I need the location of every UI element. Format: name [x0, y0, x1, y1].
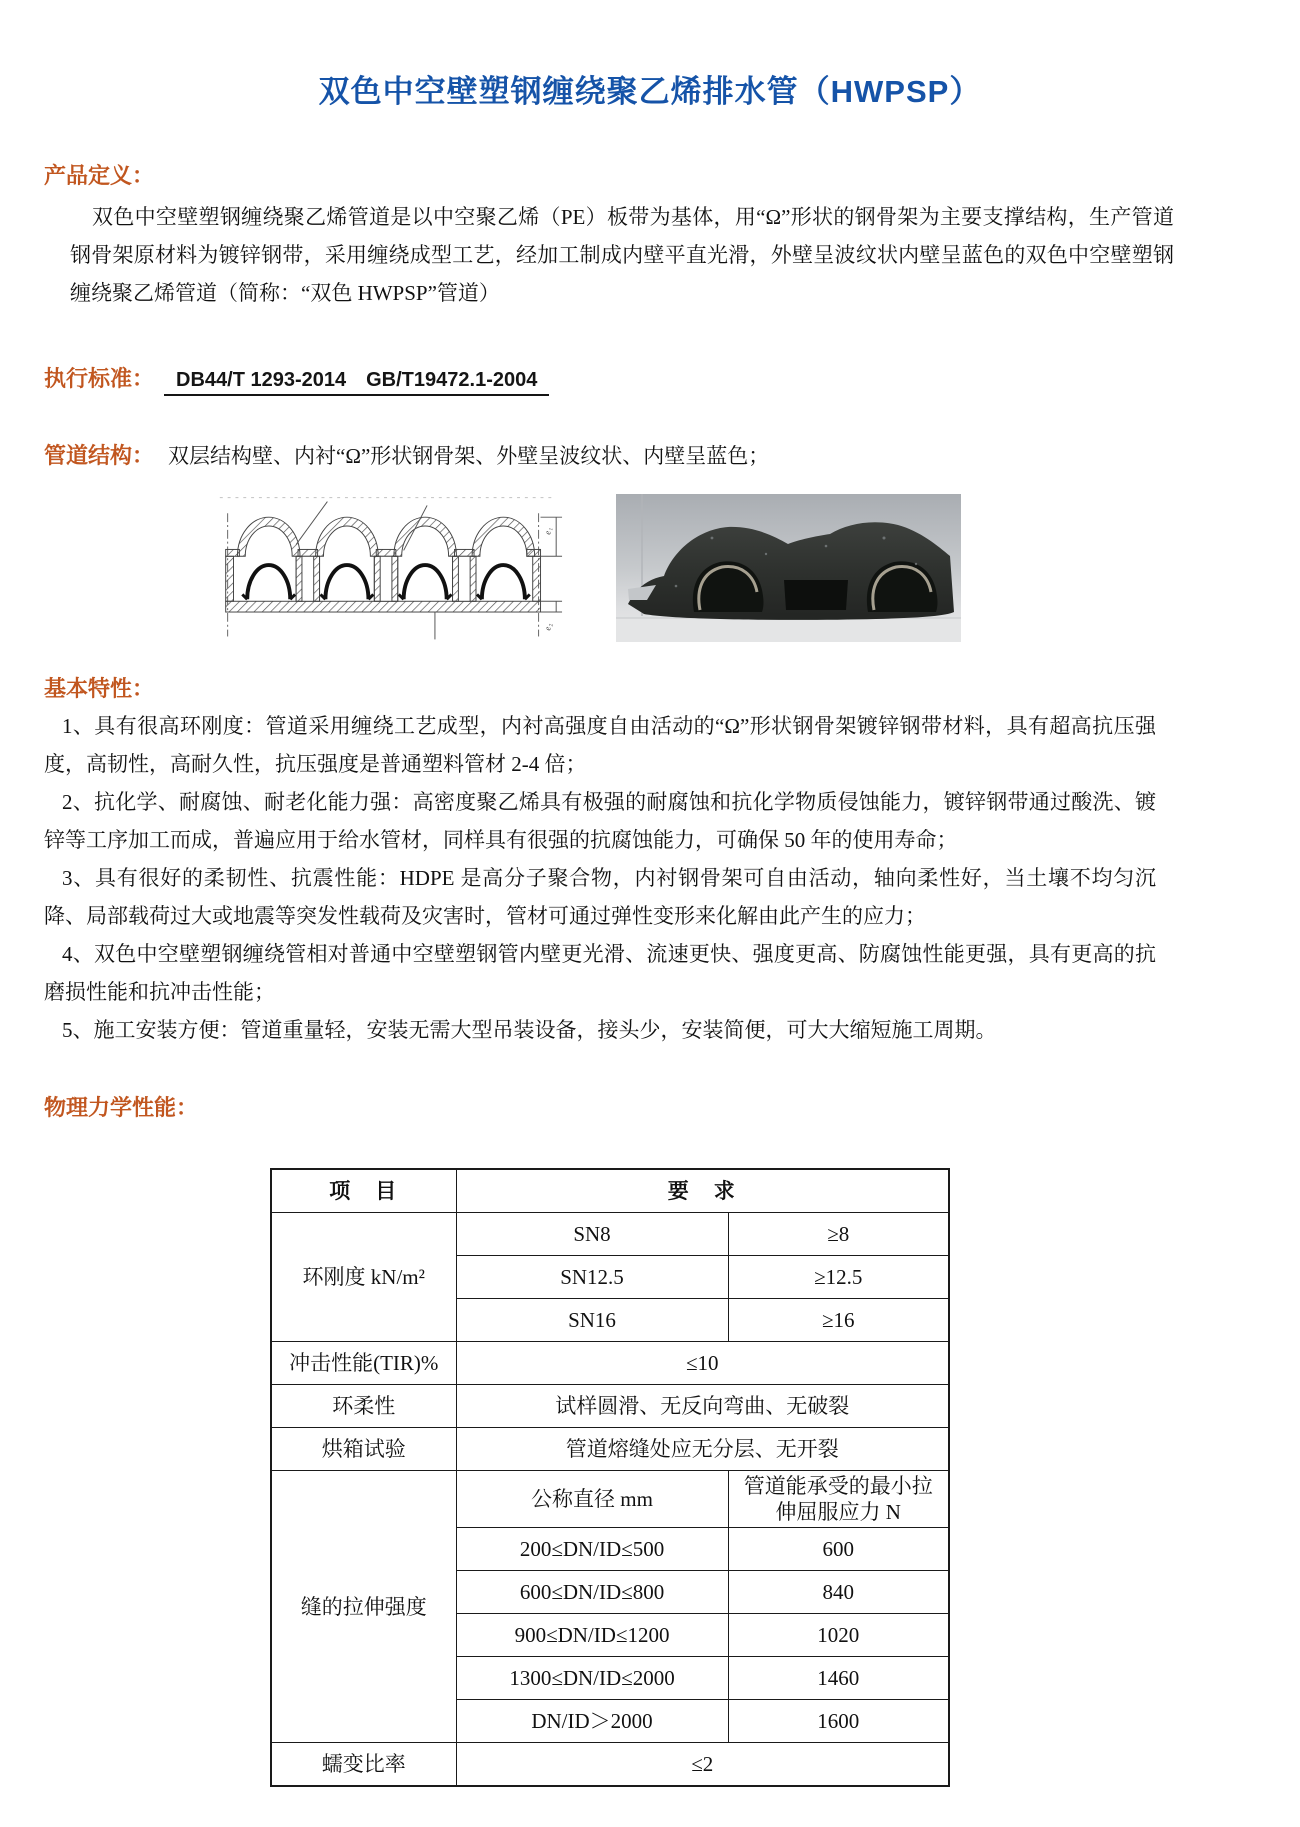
- table-cell: 1600: [728, 1700, 949, 1743]
- structure-value: 双层结构壁、内衬“Ω”形状钢骨架、外壁呈波纹状、内壁呈蓝色；: [168, 444, 770, 468]
- feature-item-2: 2、抗化学、耐腐蚀、耐老化能力强：高密度聚乙烯具有极强的耐腐蚀和抗化学物质侵蚀能力，镀锌钢带通过酸洗、镀锌等工序加工而成，普遍应用于给水管材，同样具有很强的抗腐蚀能力，可确保 50 年的使用寿命；: [44, 790, 1156, 852]
- table-cell: ≥8: [728, 1213, 949, 1256]
- ring-flexibility-label: 环柔性: [271, 1385, 456, 1428]
- table-cell: SN12.5: [456, 1256, 728, 1299]
- table-cell: SN8: [456, 1213, 728, 1256]
- page-title: 双色中空壁塑钢缠绕聚乙烯排水管（HWPSP）: [318, 74, 982, 109]
- table-row: [271, 1213, 949, 1256]
- dim-label-e1: e₁: [542, 527, 553, 535]
- structure-label: 管道结构：: [44, 443, 155, 468]
- definition-paragraph: 双色中空壁塑钢缠绕聚乙烯管道是以中空聚乙烯（PE）板带为基体，用“Ω”形状的钢骨架为主要支撑结构，生产管道钢骨架原材料为镀锌钢带，采用缠绕成型工艺，经加工制成内壁平直光滑，外壁呈波纹状内壁呈蓝色的双色中空壁塑钢缠绕聚乙烯管道（简称：“双色 HWPSP”管道）: [70, 205, 1174, 305]
- section-features: [44, 672, 1256, 1049]
- feature-item-3: 3、具有很好的柔韧性、抗震性能：HDPE 是高分子聚合物，内衬钢骨架可自由活动，轴向柔性好，当土壤不均匀沉降、局部载荷过大或地震等突发性载荷及灾害时，管材可通过弹性变形来化解由此产生的应力；: [44, 866, 1156, 928]
- feature-item-4: 4、双色中空壁塑钢缠绕管相对普通中空壁塑钢管内壁更光滑、流速更快、强度更高、防腐蚀性能更强，具有更高的抗磨损性能和抗冲击性能；: [44, 942, 1156, 1004]
- table-row: [271, 1428, 949, 1471]
- drawing-top-wall: [226, 549, 541, 556]
- oven-test-value: 管道熔缝处应无分层、无开裂: [456, 1428, 949, 1471]
- section-standard: [44, 362, 1256, 393]
- drawing-bottom-wall: [226, 601, 541, 612]
- table-cell: 1460: [728, 1657, 949, 1700]
- physical-properties-table: [270, 1168, 950, 1787]
- seam-col-header-diameter: 公称直径 mm: [456, 1471, 728, 1528]
- header-requirement: 要 求: [456, 1169, 949, 1213]
- table-cell: ≥16: [728, 1299, 949, 1342]
- section-structure: [44, 439, 1256, 470]
- omega-steel-band: [247, 565, 290, 599]
- feature-item-1: 1、具有很高环刚度：管道采用缠绕工艺成型，内衬高强度自由活动的“Ω”形状钢骨架镀锌钢带材料，具有超高抗压强度，高韧性，高耐久性，抗压强度是普通塑料管材 2-4 倍；: [44, 714, 1156, 776]
- ring-flexibility-value: 试样圆滑、无反向弯曲、无破裂: [456, 1385, 949, 1428]
- table-cell: 1020: [728, 1614, 949, 1657]
- seam-tensile-label: 缝的拉伸强度: [271, 1471, 456, 1743]
- drawing-chambers: [226, 556, 541, 601]
- impact-label: 冲击性能(TIR)%: [271, 1342, 456, 1385]
- standard-label: 执行标准：: [44, 366, 155, 391]
- creep-value: ≤2: [456, 1743, 949, 1787]
- section-physical: [44, 1091, 1256, 1122]
- definition-label: 产品定义：: [44, 163, 155, 188]
- creep-label: 蠕变比率: [271, 1743, 456, 1787]
- table-row: [271, 1385, 949, 1428]
- table-cell: ≥12.5: [728, 1256, 949, 1299]
- figures-row: [44, 494, 1256, 644]
- table-cell: 600≤DN/ID≤800: [456, 1571, 728, 1614]
- physical-label: 物理力学性能：: [44, 1095, 199, 1120]
- pipe-cross-section-drawing: [212, 494, 564, 644]
- table-row: [271, 1471, 949, 1528]
- table-cell: 600: [728, 1528, 949, 1571]
- features-list: [44, 707, 1256, 1049]
- section-definition: [44, 159, 1256, 312]
- table-header-row: [271, 1169, 949, 1213]
- header-item: 项 目: [271, 1169, 456, 1213]
- table-cell: SN16: [456, 1299, 728, 1342]
- oven-test-label: 烘箱试验: [271, 1428, 456, 1471]
- standard-value: DB44/T 1293-2014 GB/T19472.1-2004: [164, 369, 549, 396]
- table-cell: DN/ID＞2000: [456, 1700, 728, 1743]
- dim-label-e2: e₂: [542, 623, 553, 631]
- table-cell: 840: [728, 1571, 949, 1614]
- impact-value: ≤10: [456, 1342, 949, 1385]
- table-row: [271, 1342, 949, 1385]
- table-cell: 1300≤DN/ID≤2000: [456, 1657, 728, 1700]
- table-cell: 900≤DN/ID≤1200: [456, 1614, 728, 1657]
- table-cell: 200≤DN/ID≤500: [456, 1528, 728, 1571]
- seam-col-header-force: 管道能承受的最小拉伸屈服应力 N: [728, 1471, 949, 1528]
- features-label: 基本特性：: [44, 676, 155, 701]
- pipe-sample-photo: [616, 494, 961, 642]
- ring-stiffness-label: 环刚度 kN/m²: [271, 1213, 456, 1342]
- table-row: [271, 1743, 949, 1787]
- feature-item-5: 5、施工安装方便：管道重量轻，安装无需大型吊装设备，接头少，安装简便，可大大缩短施工周期。: [62, 1018, 997, 1042]
